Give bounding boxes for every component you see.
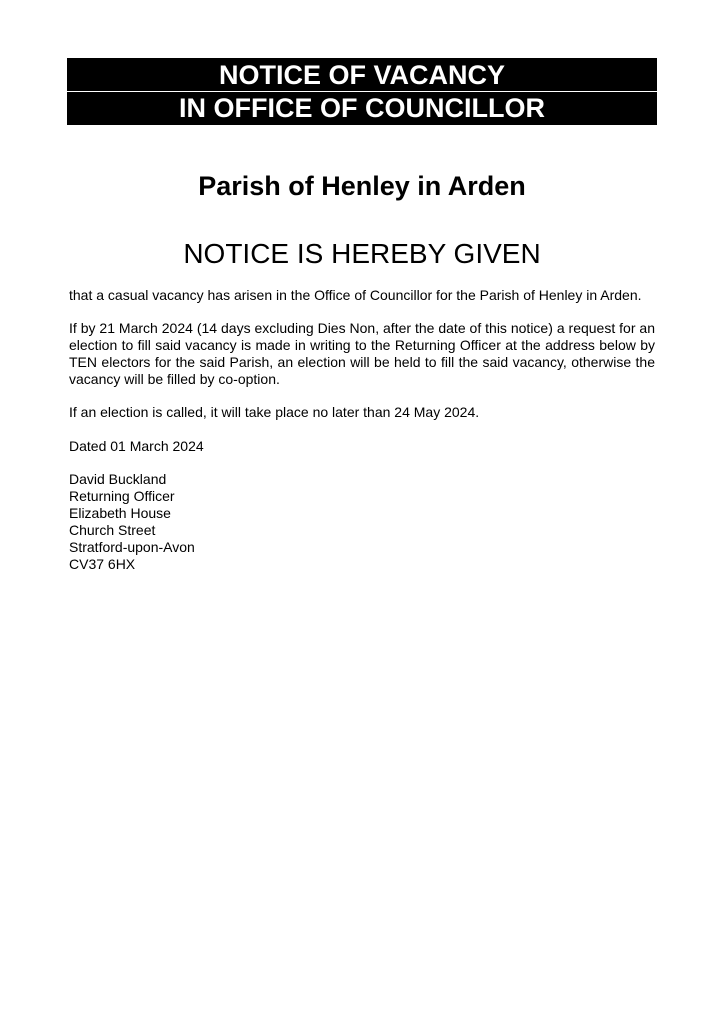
signatory-name: David Buckland	[69, 471, 167, 487]
banner-title-line-2: IN OFFICE OF COUNCILLOR	[179, 93, 545, 123]
vacancy-paragraph: that a casual vacancy has arisen in the Office of Councillor for the Parish of Henley in Arden.	[69, 287, 642, 303]
address-line: Church Street	[69, 522, 156, 538]
signatory-block	[69, 471, 469, 573]
signatory-role: Returning Officer	[69, 488, 175, 504]
parish-title: Parish of Henley in Arden	[198, 171, 526, 201]
address-line: Stratford-upon-Avon	[69, 539, 195, 555]
election-request-paragraph: If by 21 March 2024 (14 days excluding Dies Non, after the date of this notice) a request for an election to fill said vacancy is made in writing to the Returning Officer at the address below by TEN electors for the said Parish, an election will be held to fill the said vacancy, otherwise the vacancy will be filled by co-option.	[69, 320, 655, 387]
election-date-paragraph: If an election is called, it will take place no later than 24 May 2024.	[69, 404, 480, 420]
notice-banner	[67, 58, 657, 125]
notice-heading: NOTICE IS HEREBY GIVEN	[183, 238, 541, 269]
dated-line: Dated 01 March 2024	[69, 438, 204, 454]
address-postcode: CV37 6HX	[69, 556, 136, 572]
banner-title-line-1: NOTICE OF VACANCY	[218, 60, 505, 90]
address-line: Elizabeth House	[69, 505, 171, 521]
